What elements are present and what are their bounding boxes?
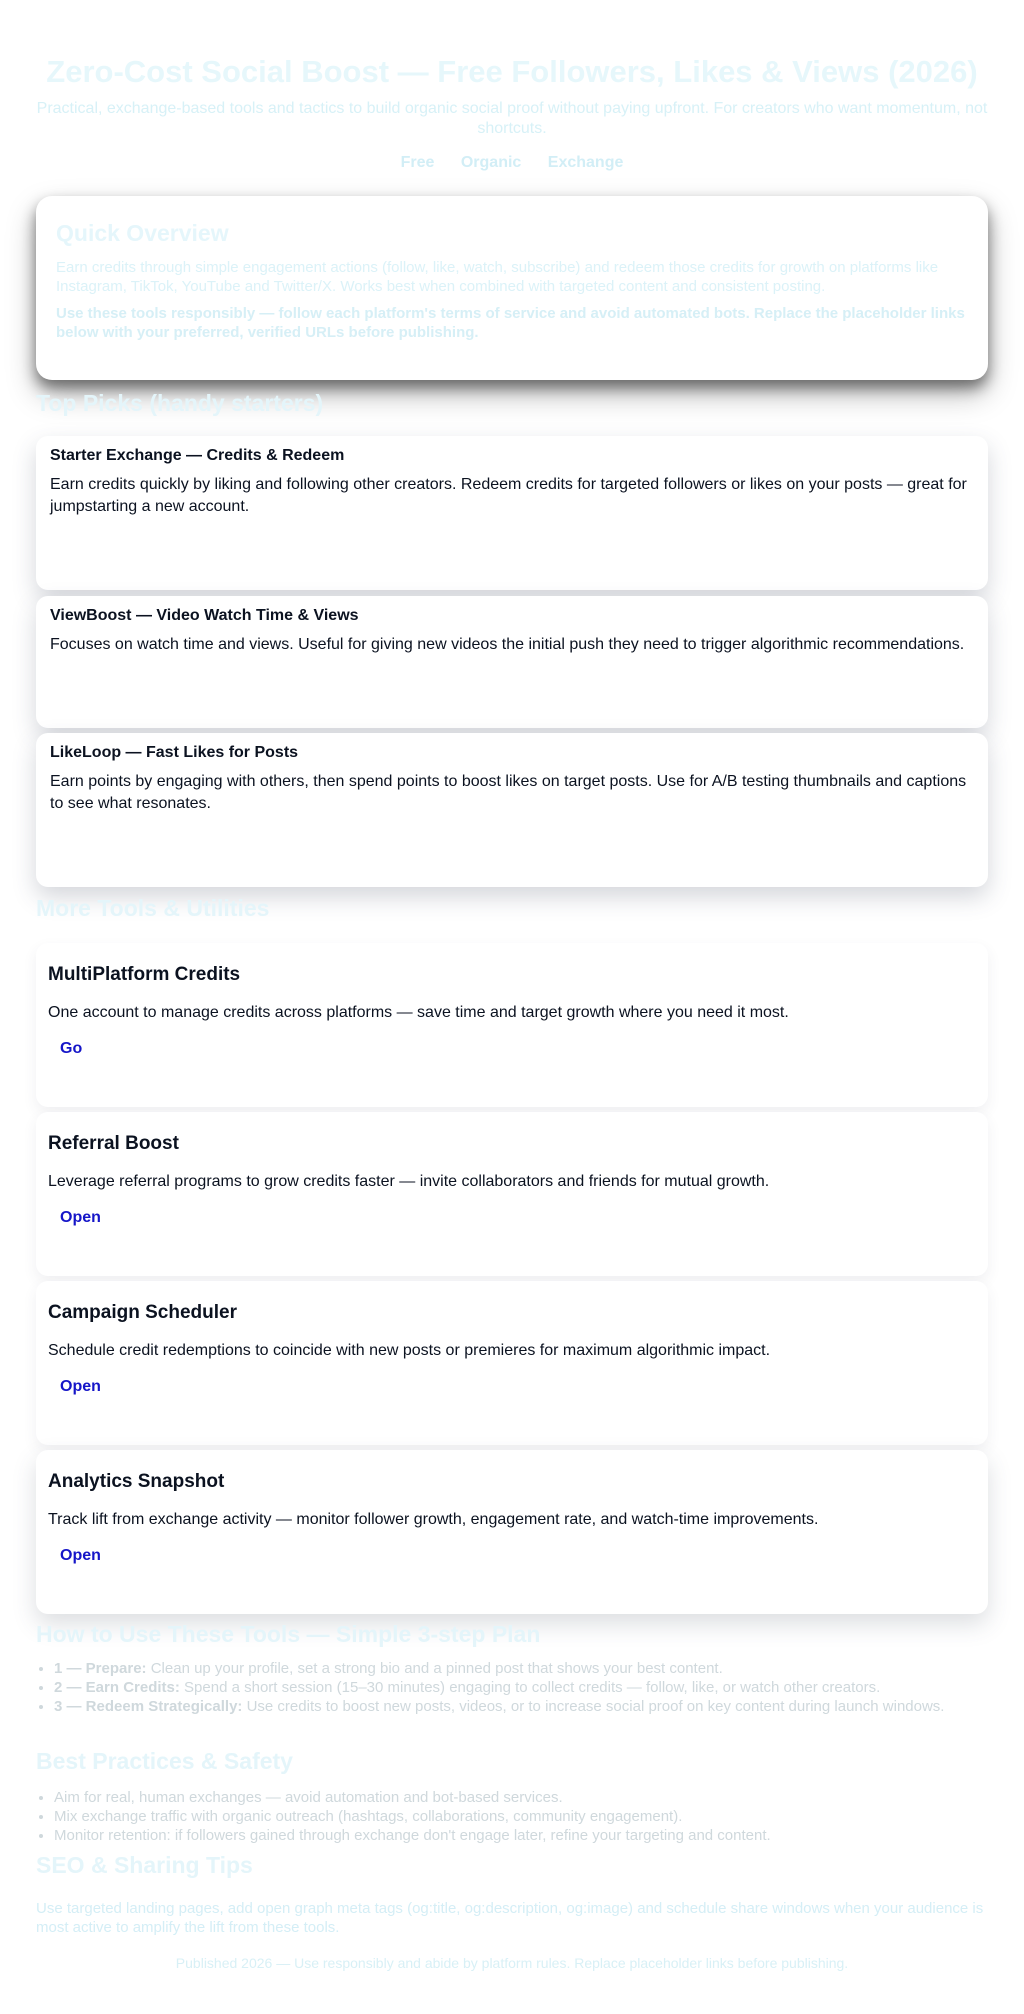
- list-item: • Aim for real, human exchanges — avoid automation and bot-based services.: [54, 1788, 1006, 1807]
- tool-title: MultiPlatform Credits: [48, 964, 241, 985]
- pick-card-likeloop: [36, 733, 988, 887]
- step-text: Clean up your profile, set a strong bio and a pinned post that shows your best content.: [150, 1660, 723, 1677]
- tool-title: Analytics Snapshot: [48, 1471, 225, 1492]
- best-practices-heading: Best Practices & Safety: [36, 1748, 293, 1774]
- tag-free[interactable]: Free: [400, 154, 435, 171]
- pick-text: Focuses on watch time and views. Useful for giving new videos the initial push they need to trigger algorithmic recommendations.: [50, 636, 965, 653]
- step-text: Use credits to boost new posts, videos, or to increase social proof on key content during launch windows.: [246, 1698, 945, 1715]
- pick-card-starter-exchange: [36, 436, 988, 590]
- pick-text: Earn credits quickly by liking and following other creators. Redeem credits for targeted followers or likes on your posts — great for jumpstarting a new account.: [50, 476, 967, 515]
- how-to-heading: How to Use These Tools — Simple 3-step Plan: [36, 1621, 541, 1647]
- open-link[interactable]: Open: [60, 1547, 101, 1564]
- pick-title: Starter Exchange — Credits & Redeem: [50, 447, 345, 464]
- tool-card-multiplatform-credits: [36, 943, 988, 1107]
- overview-title: Quick Overview: [56, 220, 229, 246]
- go-link[interactable]: Go: [60, 1040, 83, 1057]
- tool-card-analytics-snapshot: [36, 1450, 988, 1614]
- step-text: Spend a short session (15–30 minutes) engaging to collect credits — follow, like, or watch other creators.: [184, 1679, 881, 1696]
- tool-text: Leverage referral programs to grow credits faster — invite collaborators and friends for mutual growth.: [48, 1173, 770, 1190]
- tag-exchange[interactable]: Exchange: [547, 154, 624, 171]
- tool-title: Campaign Scheduler: [48, 1302, 237, 1323]
- step-label: 3 — Redeem Strategically:: [54, 1698, 243, 1715]
- tool-title: Referral Boost: [48, 1133, 179, 1154]
- overview-card: [36, 196, 988, 380]
- tool-text: Schedule credit redemptions to coincide with new posts or premieres for maximum algorithmic impact.: [48, 1342, 771, 1359]
- pick-card-viewboost: [36, 596, 988, 728]
- overview-text: Earn credits through simple engagement actions (follow, like, watch, subscribe) and redeem those credits for growth on platforms like Instagram, TikTok, YouTube and Twitter/X. Works best when combined with targeted content and consistent posting.: [56, 259, 939, 295]
- steps-list: [36, 1659, 1006, 1716]
- more-tools-heading: More Tools & Utilities: [36, 895, 270, 921]
- seo-text: Use targeted landing pages, add open graph meta tags (og:title, og:description, og:image) and schedule share windows when your audience is most active to amplify the lift from these tools.: [36, 1900, 984, 1936]
- tool-card-campaign-scheduler: [36, 1281, 988, 1445]
- tag-organic[interactable]: Organic: [460, 154, 522, 171]
- open-link[interactable]: Open: [60, 1378, 101, 1395]
- pick-text: Earn points by engaging with others, then spend points to boost likes on target posts. Use for A/B testing thumbnails and captions to see what resonates.: [50, 773, 967, 812]
- step-item: [54, 1659, 1006, 1678]
- tool-card-referral-boost: [36, 1112, 988, 1276]
- seo-heading: SEO & Sharing Tips: [36, 1852, 253, 1878]
- list-item: • Mix exchange traffic with organic outreach (hashtags, collaborations, community engagement).: [54, 1807, 1006, 1826]
- list-item: • Monitor retention: if followers gained through exchange don't engage later, refine your targeting and content.: [54, 1826, 1006, 1845]
- pick-title: LikeLoop — Fast Likes for Posts: [50, 744, 299, 761]
- top-picks-heading: Top Picks (handy starters): [36, 390, 324, 416]
- page-subtitle: Practical, exchange-based tools and tactics to build organic social proof without paying upfront. For creators who want momentum, not shortcuts.: [36, 100, 988, 137]
- open-link[interactable]: Open: [60, 1209, 101, 1226]
- overview-note: Use these tools responsibly — follow each platform's terms of service and avoid automated bots. Replace the placeholder links below with your preferred, verified URLs before publishing.: [56, 305, 965, 341]
- step-item: [54, 1697, 1006, 1716]
- best-practices-list: [36, 1788, 1006, 1845]
- pick-title: ViewBoost — Video Watch Time & Views: [50, 607, 359, 624]
- step-item: [54, 1678, 1006, 1697]
- tool-text: One account to manage credits across platforms — save time and target growth where you need it most.: [48, 1004, 789, 1021]
- footer-note: Published 2026 — Use responsibly and abide by platform rules. Replace placeholder links before publishing.: [175, 1955, 849, 1971]
- step-label: 2 — Earn Credits:: [54, 1679, 180, 1696]
- tool-text: Track lift from exchange activity — monitor follower growth, engagement rate, and watch-time improvements.: [48, 1511, 819, 1528]
- page-title: Zero-Cost Social Boost — Free Followers, Likes & Views (2026): [46, 54, 978, 89]
- tag-row: [36, 154, 988, 172]
- step-label: 1 — Prepare:: [54, 1660, 147, 1677]
